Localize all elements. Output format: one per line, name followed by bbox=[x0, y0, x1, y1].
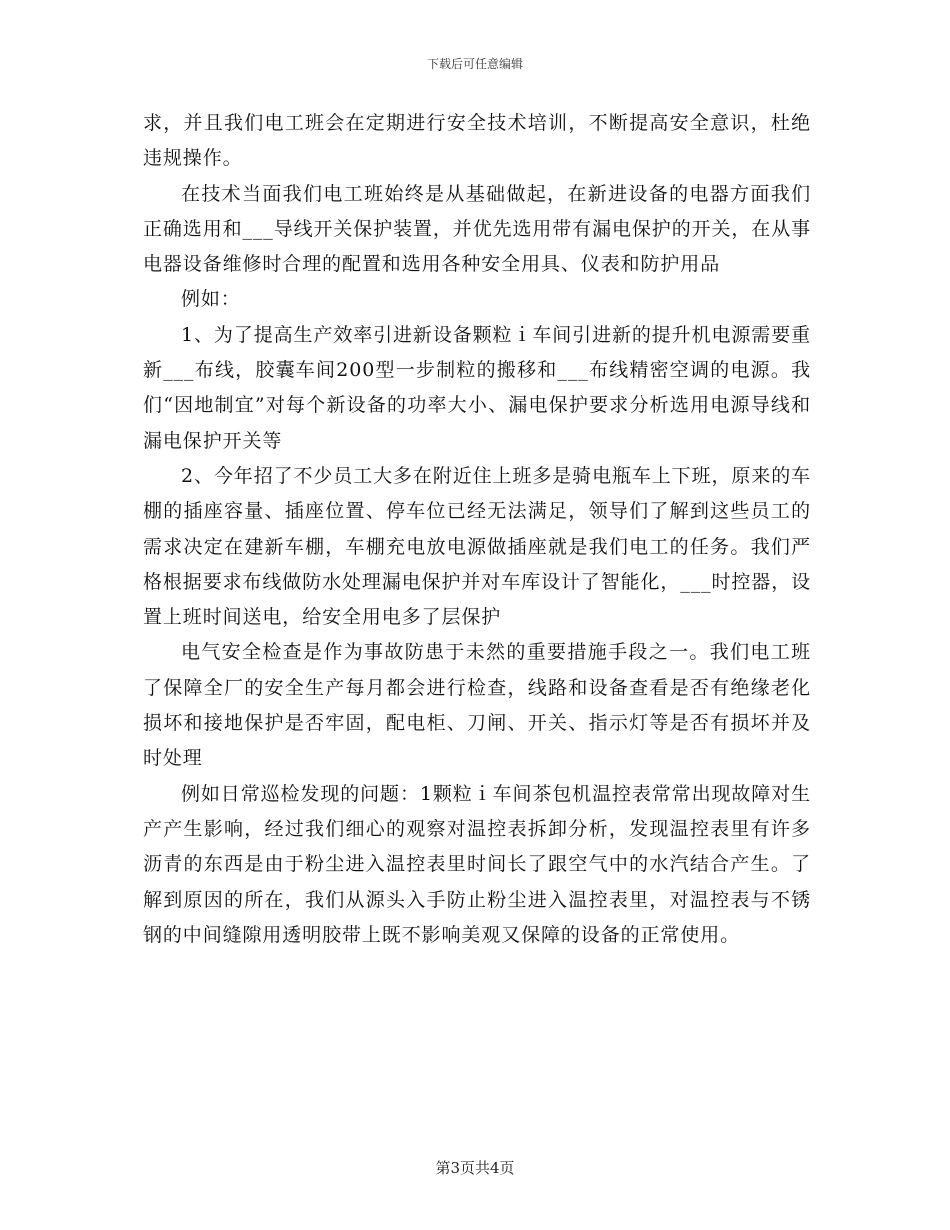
paragraph-item-1: 1、为了提高生产效率引进新设备颗粒ｉ车间引进新的提升机电源需要重新___布线，胶囊车间200型一步制粒的搬移和___布线精密空调的电源。我们“因地制宜”对每个新设备的功率大小、漏电保护要求分析选用电源导线和漏电保护开关等 bbox=[143, 323, 811, 452]
paragraph-example-intro: 例如： bbox=[181, 288, 241, 311]
paragraph-continuation: 求，并且我们电工班会在定期进行安全技术培训，不断提高安全意识，杜绝违规操作。 bbox=[143, 112, 811, 170]
document-body bbox=[143, 106, 811, 953]
paragraph-item-2: 2、今年招了不少员工大多在附近住上班多是骑电瓶车上下班，原来的车棚的插座容量、插座位置、停车位已经无法满足，领导们了解到这些员工的需求决定在建新车棚，车棚充电放电源做插座就是我们电工的任务。我们严格根据要求布线做防水处理漏电保护并对车库设计了智能化，___时控器，设置上班时间送电，给安全用电多了层保护 bbox=[143, 464, 812, 629]
page-header: 下载后可任意编辑 bbox=[426, 57, 523, 71]
paragraph-inspection-example: 例如日常巡检发现的问题：1颗粒ｉ车间茶包机温控表常常出现故障对生产产生影响，经过我们细心的观察对温控表拆卸分析，发现温控表里有许多沥青的东西是由于粉尘进入温控表里时间长了跟空气中的水汽结合产生。了解到原因的所在，我们从源头入手防止粉尘进入温控表里，对温控表与不锈钢的中间缝隙用透明胶带上既不影响美观又保障的设备的正常使用。 bbox=[143, 782, 811, 946]
paragraph-safety-inspection: 电气安全检查是作为事故防患于未然的重要措施手段之一。我们电工班了保障全厂的安全生产每月都会进行检查，线路和设备查看是否有绝缘老化损坏和接地保护是否牢固，配电柜、刀闸、开关、指示灯等是否有损坏并及时处理 bbox=[143, 641, 811, 770]
page-footer: 第3页共4页 bbox=[435, 1159, 515, 1177]
paragraph-technical: 在技术当面我们电工班始终是从基础做起，在新进设备的电器方面我们正确选用和___导线开关保护装置，并优先选用带有漏电保护的开关，在从事电器设备维修时合理的配置和选用各种安全用具、仪表和防护用品 bbox=[143, 182, 812, 276]
